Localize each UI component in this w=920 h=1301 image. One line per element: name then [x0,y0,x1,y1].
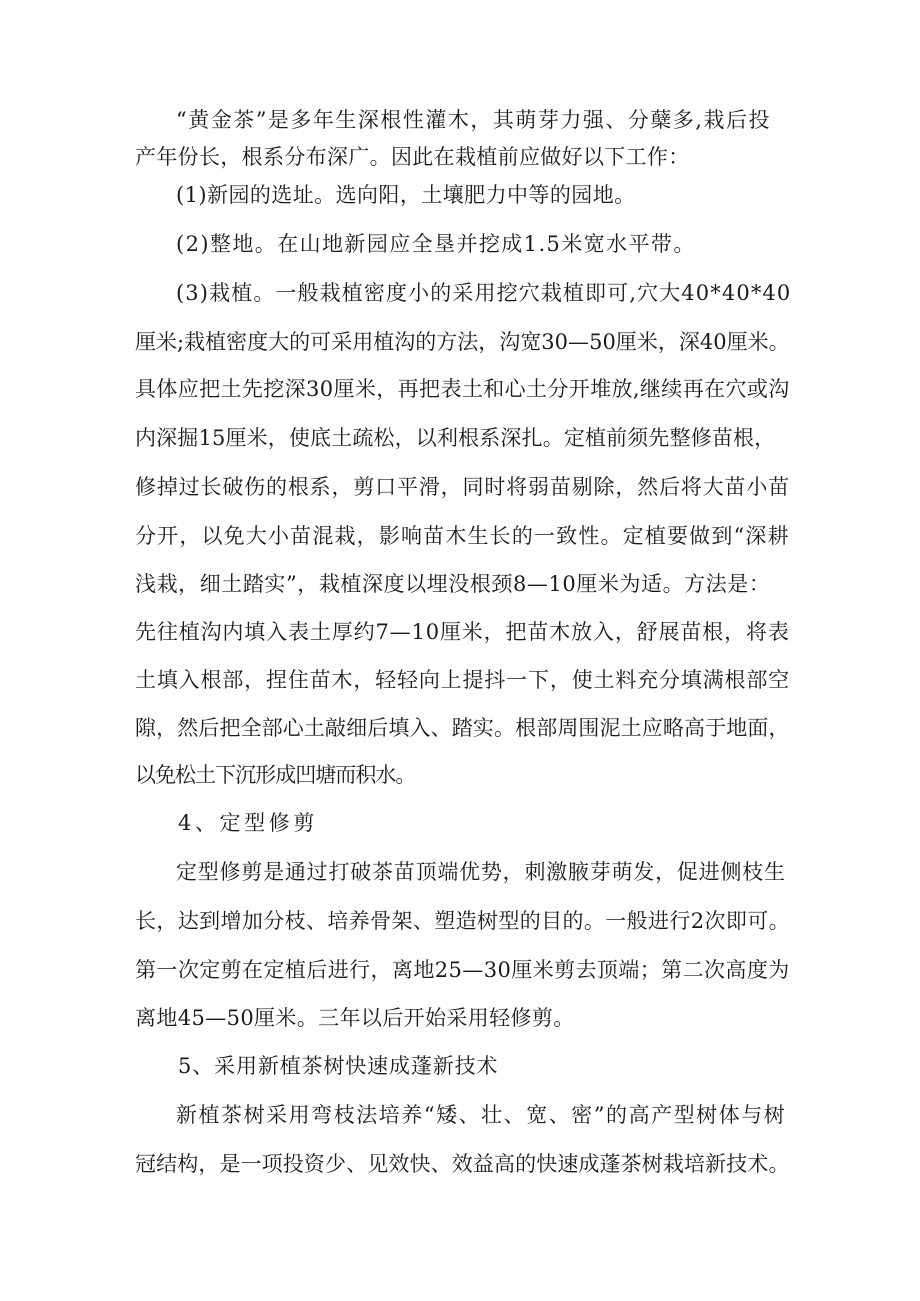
section-4-heading: 4、定型修剪 [178,811,318,835]
item-3-planting-line-1: (3)栽植。一般栽植密度小的采用挖穴栽植即可,穴大40*40*40 [176,281,792,305]
item-3-planting-line-2: 厘米;栽植密度大的可采用植沟的方法，沟宽30—50厘米，深40厘米。 [135,330,790,354]
item-3-planting-line-4: 内深掘15厘米，使底土疏松，以利根系深扎。定植前须先整修苗根， [135,426,776,450]
section-4-line-2: 长，达到增加分枝、培养骨架、塑造树型的目的。一般进行2次即可。 [135,909,790,933]
paragraph-intro-line-1: “黄金茶”是多年生深根性灌木，其萌芽力强、分蘖多,栽后投 [176,108,771,132]
section-5-heading: 5、采用新植茶树快速成蓬新技术 [178,1054,499,1078]
section-4-line-3: 第一次定剪在定植后进行，离地25—30厘米剪去顶端；第二次高度为 [135,958,790,982]
item-3-planting-line-6: 分开，以免大小苗混栽，影响苗木生长的一致性。定植要做到“深耕 [135,524,790,548]
section-5-line-1: 新植茶树采用弯枝法培养“矮、壮、宽、密”的高产型树体与树 [176,1103,787,1127]
item-3-planting-line-10: 隙，然后把全部心土敲细后填入、踏实。根部周围泥土应略高于地面， [135,716,790,740]
item-2-land-preparation: (2)整地。在山地新园应全垦并挖成1.5米宽水平带。 [176,232,696,256]
item-3-planting-line-11: 以免松土下沉形成凹塘而积水。 [135,763,416,787]
item-1-site-selection: (1)新园的选址。选向阳，土壤肥力中等的园地。 [176,183,636,207]
item-3-planting-line-5: 修掉过长破伤的根系，剪口平滑，同时将弱苗剔除，然后将大苗小苗 [135,475,790,499]
item-3-planting-line-7: 浅栽，细土踏实”，栽植深度以埋没根颈8—10厘米为适。方法是： [135,572,771,596]
item-3-planting-line-8: 先往植沟内填入表土厚约7—10厘米，把苗木放入，舒展苗根，将表 [135,620,790,644]
paragraph-intro-line-2: 产年份长，根系分布深广。因此在栽植前应做好以下工作： [135,145,690,169]
item-3-planting-line-3: 具体应把土先挖深30厘米，再把表土和心土分开堆放,继续再在穴或沟 [135,377,790,401]
section-4-line-4: 离地45—50厘米。三年以后开始采用轻修剪。 [135,1006,575,1030]
section-4-line-1: 定型修剪是通过打破茶苗顶端优势，刺激腋芽萌发，促进侧枝生 [176,860,786,884]
item-3-planting-line-9: 土填入根部，捏住苗木，轻轻向上提抖一下，使土料充分填满根部空 [135,668,790,692]
section-5-line-2: 冠结构，是一项投资少、见效快、效益高的快速成蓬茶树栽培新技术。 [135,1152,790,1176]
